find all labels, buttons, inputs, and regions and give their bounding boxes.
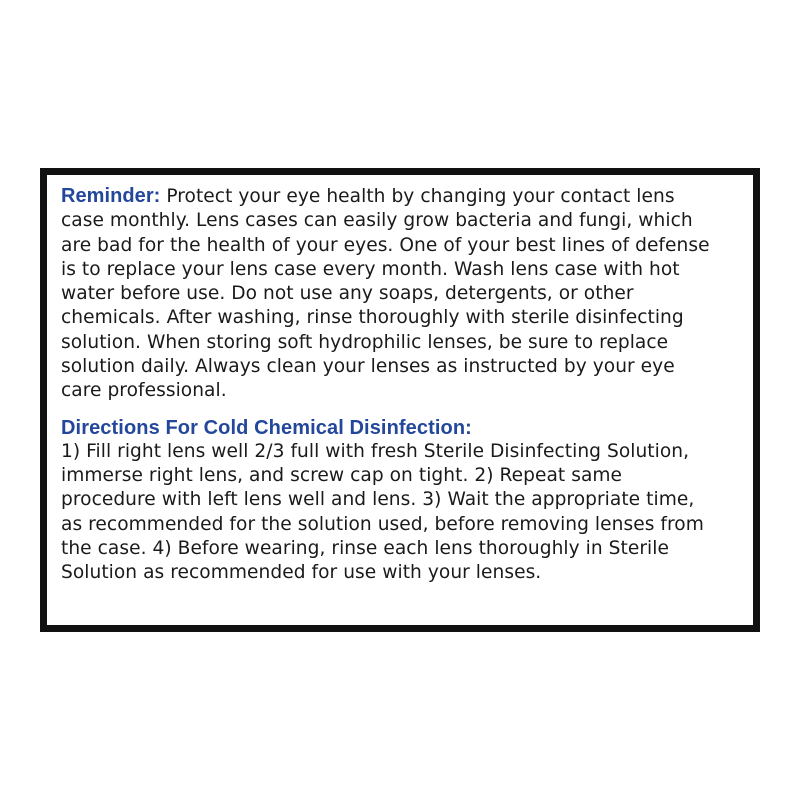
reminder-line-1 <box>61 184 739 209</box>
reminder-line-6: chemicals. After washing, rinse thoroughly with sterile disinfecting <box>61 307 684 329</box>
directions-line-1: 1) Fill right lens well 2/3 full with fresh Sterile Disinfecting Solution, <box>61 440 690 462</box>
directions-heading: Directions For Cold Chemical Disinfection: <box>61 416 472 439</box>
reminder-line-8: solution daily. Always clean your lenses as instructed by your eye <box>61 356 675 378</box>
reminder-line-4: is to replace your lens case every month. Wash lens case with hot <box>61 258 680 280</box>
directions-line-5: the case. 4) Before wearing, rinse each lens thoroughly in Sterile <box>61 537 669 559</box>
instruction-label-card <box>40 168 760 632</box>
directions-line-3: procedure with left lens well and lens. 3) Wait the appropriate time, <box>61 489 695 511</box>
reminder-line-3: are bad for the health of your eyes. One of your best lines of defense <box>61 234 710 256</box>
directions-line-6: Solution as recommended for use with your lenses. <box>61 562 542 584</box>
reminder-line-7: solution. When storing soft hydrophilic lenses, be sure to replace <box>61 331 669 353</box>
reminder-line-5: water before use. Do not use any soaps, detergents, or other <box>61 283 634 305</box>
reminder-line-9: care professional. <box>61 380 227 402</box>
directions-paragraph <box>61 440 739 586</box>
directions-line-2: immerse right lens, and screw cap on tight. 2) Repeat same <box>61 464 623 486</box>
reminder-line-2: case monthly. Lens cases can easily grow bacteria and fungi, which <box>61 210 693 232</box>
reminder-paragraph <box>61 184 739 404</box>
directions-line-4: as recommended for the solution used, before removing lenses from <box>61 513 704 535</box>
reminder-line-1-text: Protect your eye health by changing your contact lens <box>160 186 675 207</box>
reminder-heading: Reminder: <box>61 185 161 207</box>
